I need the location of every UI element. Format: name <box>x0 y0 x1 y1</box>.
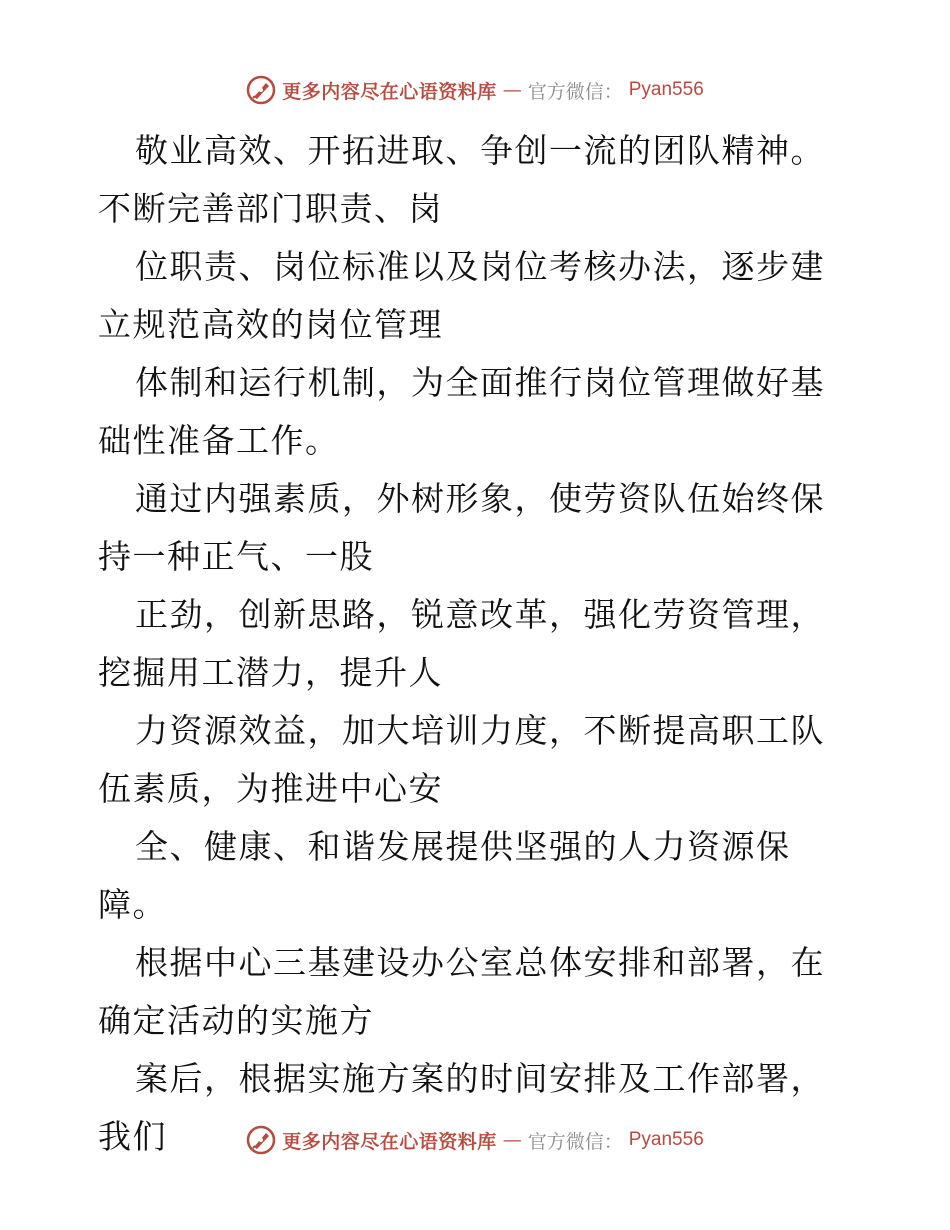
footer-wechat-id: Pyan556 <box>628 1129 704 1150</box>
paragraph: 敬业高效、开拓进取、争创一流的团队精神。不断完善部门职责、岗 <box>98 131 825 228</box>
paragraph: 根据中心三基建设办公室总体安排和部署，在确定活动的实施方 <box>98 943 825 1040</box>
paragraph: 通过内强素质，外树形象，使劳资队伍始终保持一种正气、一股 <box>98 479 825 576</box>
paragraph: 正劲，创新思路，锐意改革，强化劳资管理，挖掘用工潜力，提升人 <box>98 595 825 692</box>
header-wechat-label: 官方微信： <box>527 80 623 103</box>
footer-dash: — <box>502 1129 522 1151</box>
pen-nib-logo-icon <box>246 1125 276 1155</box>
header-site-text: 更多内容尽在心语资料库 <box>282 80 497 103</box>
header-dash: — <box>502 79 522 101</box>
header-banner <box>0 70 950 110</box>
document-body <box>98 122 858 1166</box>
paragraph: 体制和运行机制，为全面推行岗位管理做好基础性准备工作。 <box>98 363 825 460</box>
footer-banner <box>0 1120 950 1160</box>
paragraph: 案后，根据实施方案的时间安排及工作部署，我们 <box>98 1059 825 1156</box>
header-wechat-id: Pyan556 <box>628 79 704 100</box>
paragraph: 力资源效益，加大培训力度，不断提高职工队伍素质，为推进中心安 <box>98 711 825 808</box>
paragraph: 位职责、岗位标准以及岗位考核办法，逐步建立规范高效的岗位管理 <box>98 247 825 344</box>
pen-nib-logo-icon <box>246 75 276 105</box>
footer-site-text: 更多内容尽在心语资料库 <box>282 1130 497 1153</box>
footer-wechat-label: 官方微信： <box>527 1130 623 1153</box>
paragraph: 全、健康、和谐发展提供坚强的人力资源保障。 <box>98 827 791 924</box>
